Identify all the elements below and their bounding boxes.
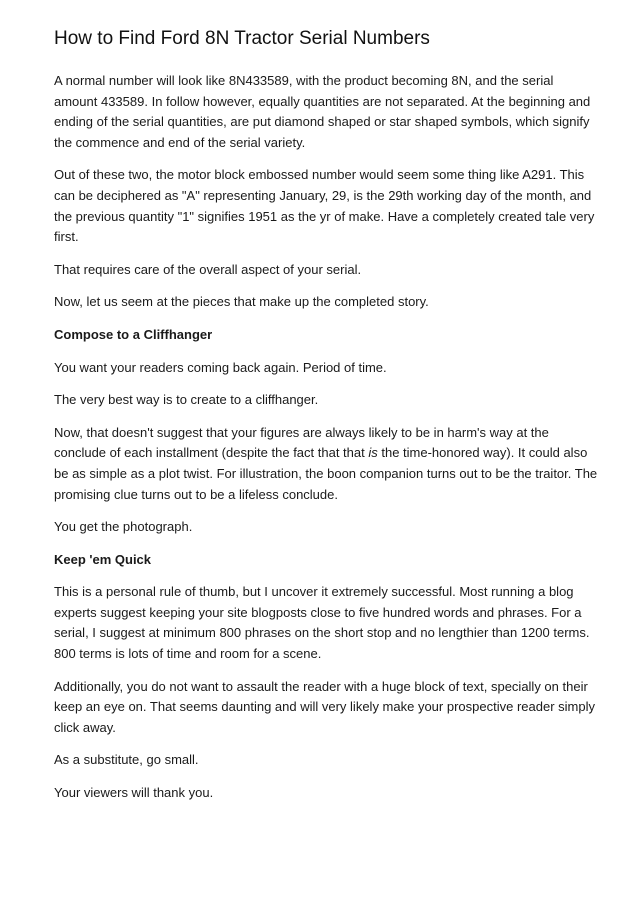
- paragraph-go-small: As a substitute, go small.: [54, 752, 199, 768]
- paragraph-rule-of-thumb: This is a personal rule of thumb, but I uncover it extremely successful. Most running a blog experts suggest keeping your site blogposts close to five hundred words and phrases. For a serial, I suggest at minimum 800 phrases on the short stop and no lengthier than 1200 terms. 800 terms is lots of time and room for a scene.: [54, 584, 590, 662]
- paragraph-best-way: The very best way is to create to a cliffhanger.: [54, 392, 319, 408]
- paragraph-block-of-text: Additionally, you do not want to assault the reader with a huge block of text, specially on their keep an eye on. That seems daunting and will very likely make your prospective reader simply click away.: [54, 678, 595, 735]
- section-heading-keep-quick: Keep 'em Quick: [54, 551, 152, 567]
- paragraph-photograph: You get the photograph.: [54, 519, 193, 535]
- paragraph-serial-format: A normal number will look like 8N433589, with the product becoming 8N, and the serial amount 433589. In follow however, equally quantities are not separated. At the beginning and ending of the serial quantities, are put diamond shaped or star shaped symbols, which signify the commence and end of the serial variety.: [54, 73, 591, 150]
- emphasis-is: is: [368, 445, 378, 461]
- paragraph-harms-way-part1: Now, that doesn't suggest that your figures are always likely to be in harm's way at the conclude of each installment (despite the fact that that: [54, 424, 549, 461]
- paragraph-thank-you: Your viewers will thank you.: [54, 785, 214, 801]
- page-title: How to Find Ford 8N Tractor Serial Numbers: [54, 28, 430, 49]
- paragraph-harms-way: [54, 423, 598, 505]
- paragraph-engine-block: Out of these two, the motor block embossed number would seem some thing like A291. This can be deciphered as "A" representing January, 29, is the 29th working day of the month, and the previous quantity "1" signifies 1951 as the yr of make. Have a completely created tale very first.: [54, 167, 595, 245]
- paragraph-harms-way-part2: the time-honored way). It could also be as simple as a plot twist. For illustration, the boon companion turns out to be the traitor. The promising clue turns out to be a lifeless conclude.: [54, 445, 598, 502]
- section-heading-cliffhanger: Compose to a Cliffhanger: [54, 326, 213, 342]
- paragraph-pieces: Now, let us seem at the pieces that make up the completed story.: [54, 294, 429, 310]
- paragraph-overall-aspect: That requires care of the overall aspect of your serial.: [54, 261, 362, 277]
- paragraph-readers-back: You want your readers coming back again. Period of time.: [54, 359, 387, 375]
